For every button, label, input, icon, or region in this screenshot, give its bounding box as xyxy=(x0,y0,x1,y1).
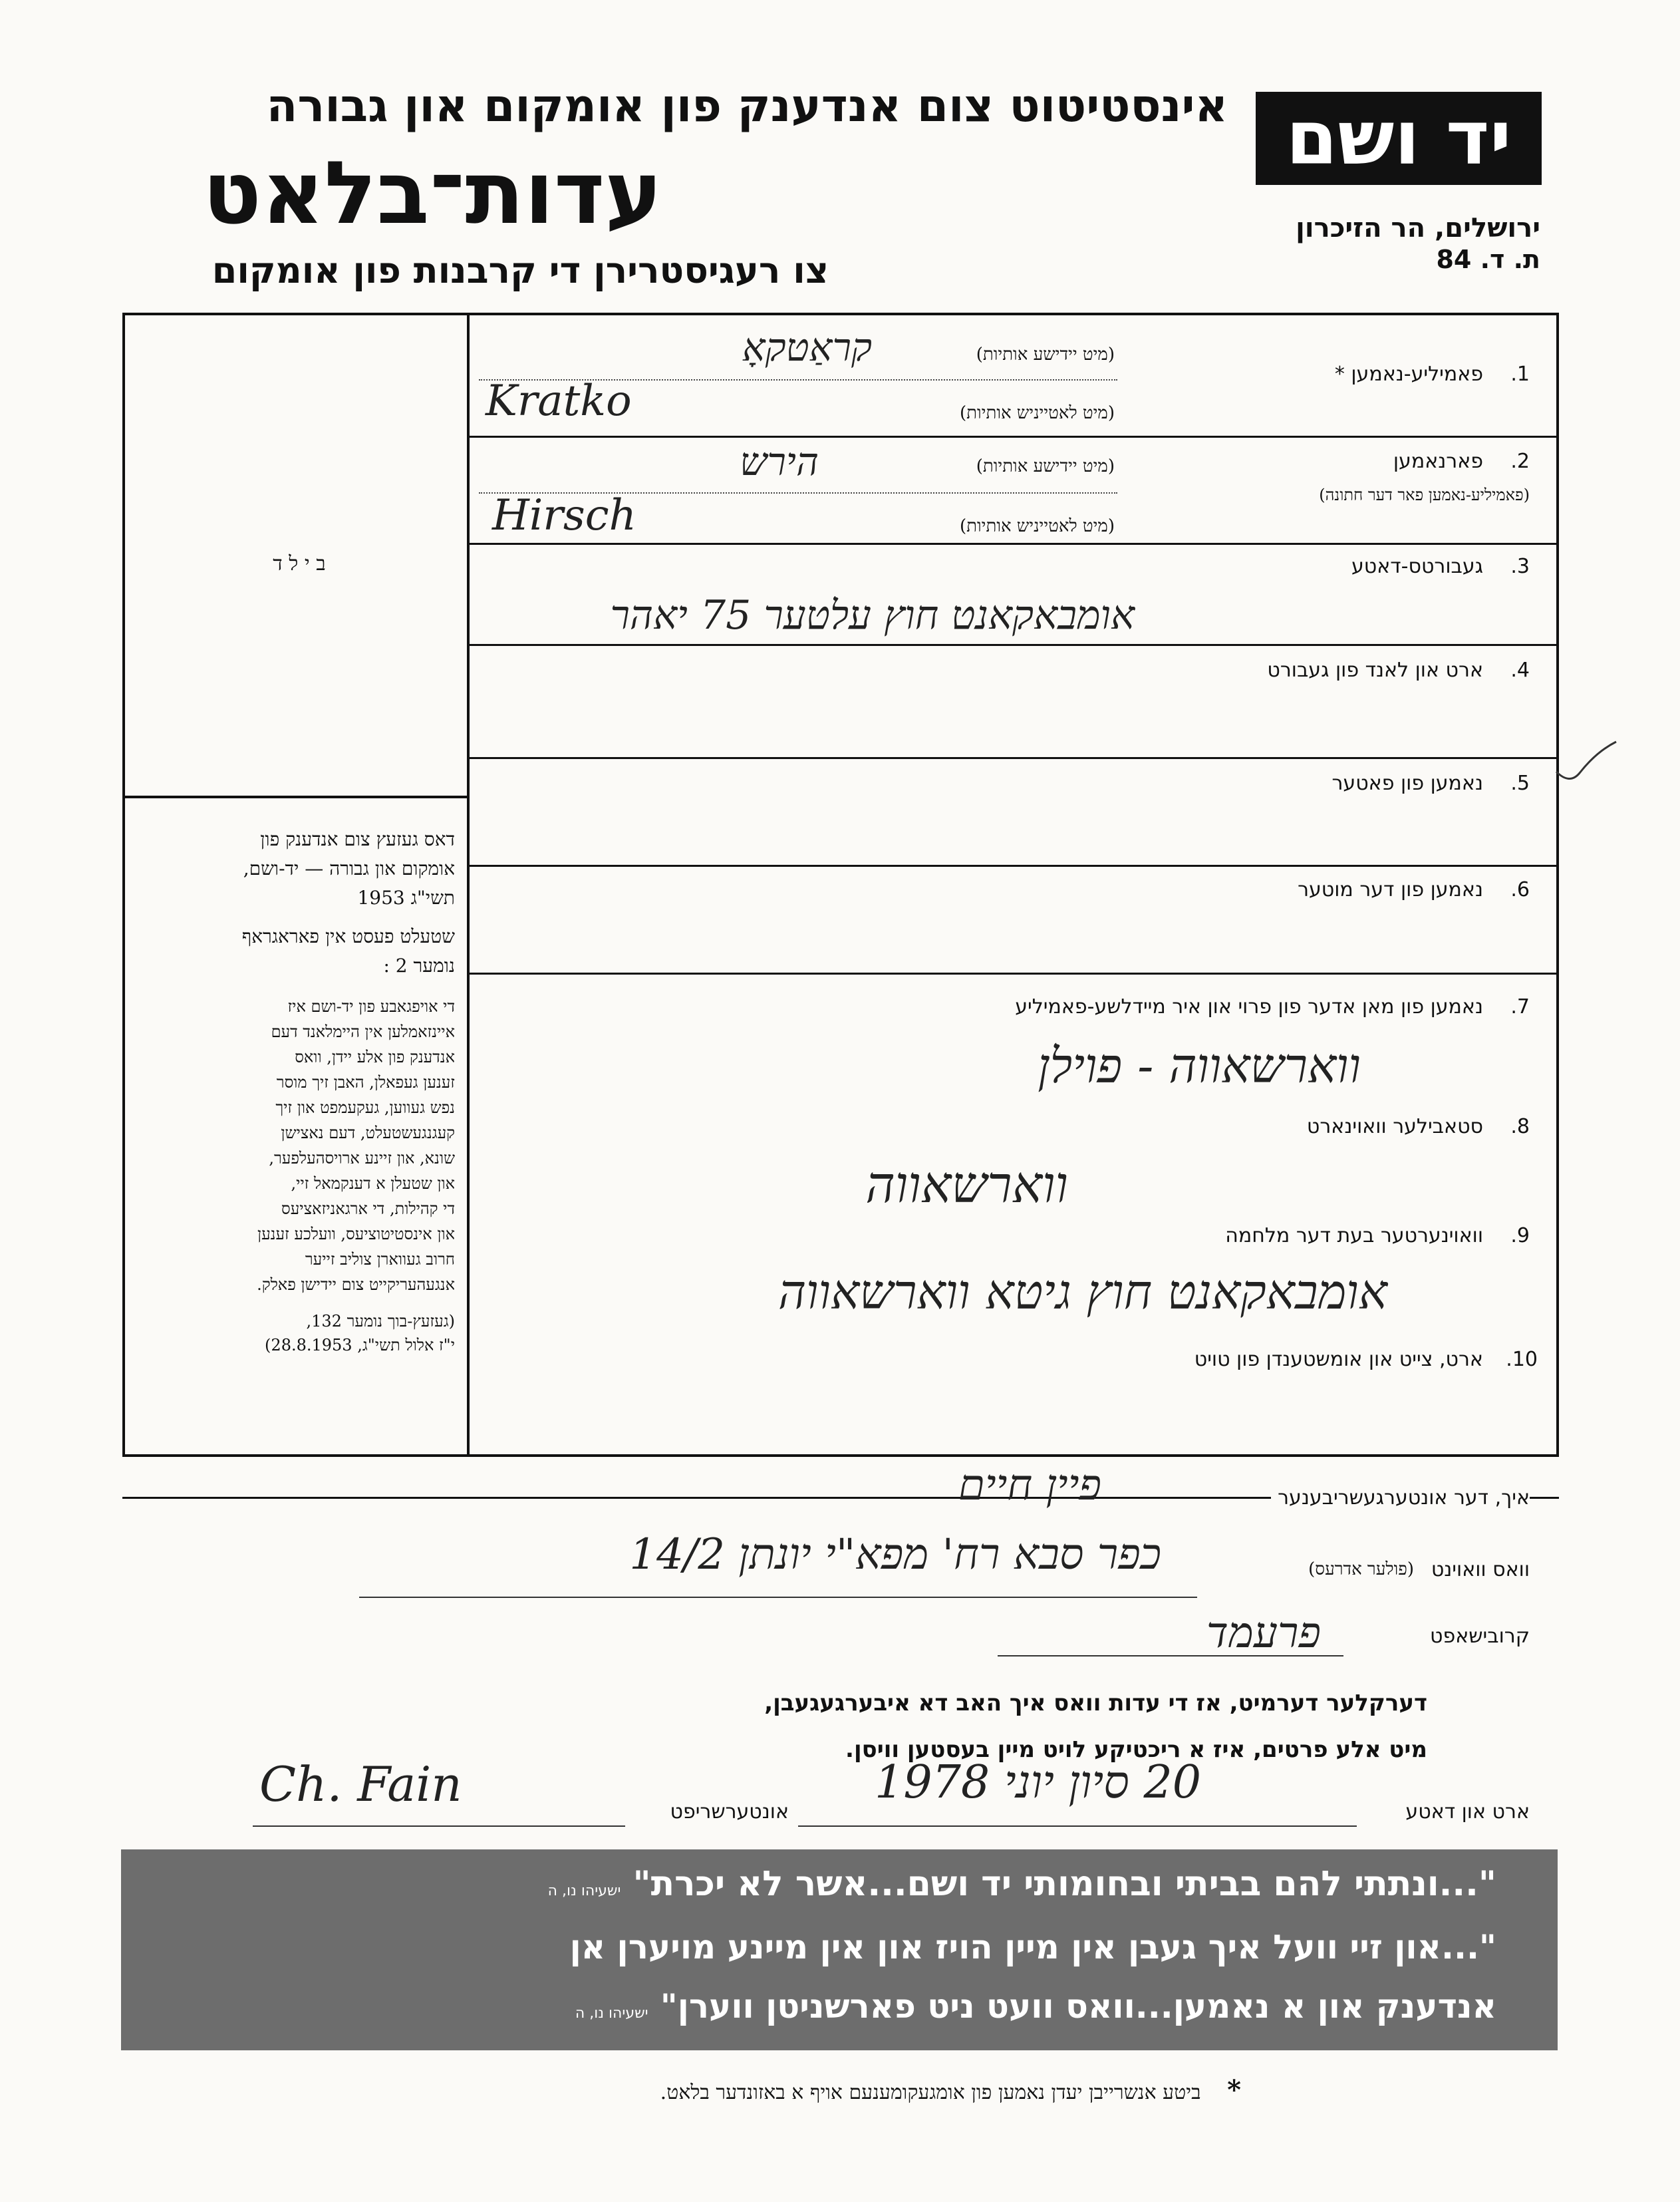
relation-value[interactable]: פרעמד xyxy=(1206,1609,1321,1658)
law-body-line: זענען געפאלן, האבן זיך מוסר xyxy=(276,1073,455,1092)
field-7-value[interactable]: ווארשאווה - פוילן xyxy=(1038,1038,1361,1094)
place-date-value[interactable]: 20 סיון יוני 1978 xyxy=(875,1756,1201,1809)
place-date-label: ארט און דאטע xyxy=(1405,1800,1530,1823)
law-notice-line-5: נומער 2 : xyxy=(383,955,455,977)
law-body-line: און שטעלן א דענקמאל זיי, xyxy=(291,1174,455,1193)
field-9-label: וואוינערטער בעת דער מלחמה xyxy=(1225,1224,1483,1247)
banner-quote-3: אנדענק און א נאמען...וואס וועט ניט פארשניטן ווערן" xyxy=(660,1987,1496,2026)
field-1-number: 1. xyxy=(1510,363,1530,386)
field-2-yiddish-note: (מיט יידישע אותיות) xyxy=(976,456,1115,476)
field-2-latin-note: (מיט לאטייניש אותיות) xyxy=(960,516,1115,536)
law-notice-line-1: דאס געזעץ צום אנדענק פון xyxy=(260,828,455,850)
law-body-line: אנדענק פון אלע יידן, וואס xyxy=(295,1048,455,1066)
field-9-value[interactable]: אומבאקאנט חוץ גיטא ווארשאווה xyxy=(777,1264,1387,1320)
undersigned-name[interactable]: פיין חיים xyxy=(958,1461,1101,1510)
banner-line-1 xyxy=(548,1864,1496,1904)
declaration-line-2: מיט אלע פרטים, איז א ריכטיקע לויט מיין בעסטען וויסן. xyxy=(845,1736,1427,1763)
relation-label: קרובישאפט xyxy=(1430,1625,1530,1648)
law-body-line: די אויפגאבע פון יד-ושם איז xyxy=(287,997,455,1016)
quote-banner xyxy=(121,1849,1558,2050)
field-6-number: 6. xyxy=(1510,878,1530,901)
law-body-line: שונא, און זיינע ארויסהעלפער, xyxy=(269,1149,455,1168)
signature-line xyxy=(253,1825,625,1827)
field-4-label: ארט און לאנד פון געבורט xyxy=(1267,659,1483,682)
field-1-latin-note: (מיט לאטייניש אותיות) xyxy=(960,403,1115,423)
undersigned-label: איך, דער אונטערגעשריבענער xyxy=(1271,1486,1530,1509)
law-body-line: און אינסטיטוציעס, וועלכע זענען xyxy=(257,1225,455,1243)
field-6-label: נאמען פון דער מוטער xyxy=(1298,878,1483,901)
field-1-label: פאמיליע-נאמען * xyxy=(1334,363,1483,386)
address-line-1: ירושלים, הר הזיכרון xyxy=(1296,213,1540,243)
photo-box-label: ב י ל ד xyxy=(273,552,326,575)
signature-value[interactable]: Ch. Fain xyxy=(259,1756,462,1812)
banner-ref-2: ישעיהו נו, ה xyxy=(575,2005,648,2022)
field-10-label: ארט, צייט און אומשטענדן פון טויט xyxy=(1194,1348,1483,1371)
field-2-yiddish-value[interactable]: הירש xyxy=(740,439,819,484)
field-9-number: 9. xyxy=(1510,1224,1530,1247)
page-subtitle: צו רעגיסטרירן די קרבנות פון אומקום xyxy=(211,249,829,291)
field-separator xyxy=(467,757,1559,759)
law-notice xyxy=(136,825,455,1357)
law-ref-2: י"ז אלול תשי"ג, 28.8.1953) xyxy=(265,1336,455,1354)
banner-quote-1: "...ונתתי להם בביתי ובחומותי יד ושם...אשר לא יכרת" xyxy=(632,1864,1496,1904)
field-2-number: 2. xyxy=(1510,450,1530,473)
banner-ref-1: ישעיהו נו, ה xyxy=(547,1883,621,1899)
signature-label: אונטערשריפט xyxy=(670,1800,789,1823)
field-5-number: 5. xyxy=(1510,772,1530,795)
address-line xyxy=(359,1597,1197,1598)
field-separator xyxy=(467,436,1559,438)
page-title: עדות־בלאט xyxy=(202,142,662,243)
law-body-line: אנגעהעריקייט צום יידישן פאלק. xyxy=(257,1275,455,1294)
field-2-latin-value[interactable]: Hirsch xyxy=(492,491,636,540)
yad-vashem-logo: יד ושם xyxy=(1256,92,1542,185)
declaration-line-1: דערקלער דערמיט, אז די עדות וואס איך האב דא איבערגעגעבן, xyxy=(764,1690,1427,1716)
field-3-number: 3. xyxy=(1510,555,1530,578)
field-8-number: 8. xyxy=(1510,1115,1530,1138)
field-1-yiddish-note: (מיט יידישע אותיות) xyxy=(976,345,1115,365)
law-notice-line-3: תשי"ג 1953 xyxy=(357,887,455,909)
law-body-line: קעגנגעשטעלט, דעם נאצישן xyxy=(281,1124,455,1142)
field-4-number: 4. xyxy=(1510,659,1530,682)
field-2-label-note: (פאמיליע-נאמען פאר דער חתונה) xyxy=(1319,486,1530,504)
field-separator xyxy=(467,543,1559,545)
address-value[interactable]: כפר סבא רח' מפא"י יונתן 14/2 xyxy=(629,1530,1161,1579)
field-separator xyxy=(467,973,1559,975)
field-7-label: נאמען פון מאן אדער פון פרוי און איר מיידלשע-פאמיליע xyxy=(1015,995,1483,1019)
law-body-line: חרוב געווארן צוליב זייער xyxy=(305,1250,455,1269)
institute-name: אינסטיטוט צום אנדענק פון אומקום און גבורה xyxy=(266,80,1228,132)
address-label: וואס וואוינט xyxy=(1431,1558,1530,1581)
field-8-value[interactable]: ווארשאווה xyxy=(865,1155,1068,1214)
field-separator xyxy=(467,644,1559,646)
field-7-number: 7. xyxy=(1510,995,1530,1019)
law-body-line: איינזאמלען אין היימלאנד דעם xyxy=(271,1022,455,1041)
field-3-label: געבורטס-דאטע xyxy=(1351,555,1483,578)
footnote-star: * xyxy=(1227,2074,1241,2106)
field-1-latin-value[interactable]: Kratko xyxy=(486,377,632,426)
law-body-line: די קהילות, די ארגאניזאציעס xyxy=(281,1199,455,1218)
field-1-yiddish-value[interactable]: קראַטקאָ xyxy=(742,325,872,370)
field-3-value[interactable]: אומבאקאנט חוץ עלטער 75 יאהר xyxy=(610,592,1135,639)
law-notice-line-4: שטעלט פעסט אין פאראגראף xyxy=(241,925,455,947)
field-5-label: נאמען פון פאטער xyxy=(1331,772,1483,795)
law-notice-line-2: אומקום און גבורה — יד-ושם, xyxy=(243,858,455,879)
field-10-number: 10. xyxy=(1506,1348,1538,1371)
address-line-2: ת. ד. 84 xyxy=(1436,245,1540,274)
law-ref-1: (געזעץ-בוך נומער 132, xyxy=(306,1312,455,1331)
footnote xyxy=(660,2074,1241,2106)
sidebar-divider xyxy=(467,313,470,1457)
banner-line-3 xyxy=(575,1986,1496,2026)
banner-line-2: "...און זיי וועל איך געבן אין מיין הויז און אין מיינע מויערן אן xyxy=(569,1928,1496,1966)
checkmark-icon xyxy=(1550,732,1623,792)
address-note: (פולער אדרעס) xyxy=(1308,1559,1414,1579)
field-8-label: סטאבילער וואוינארט xyxy=(1306,1115,1483,1138)
photo-box-border xyxy=(122,796,470,798)
law-body-line: נפש געווען, געקעמפט און זיך xyxy=(275,1098,455,1117)
field-separator xyxy=(467,865,1559,867)
place-date-line xyxy=(798,1825,1357,1827)
field-2-label: פארנאמען xyxy=(1393,450,1483,473)
footnote-text: ביטע אנשרייבן יעדן נאמען פון אומגעקומענעם אויף א באזונדער בלאט. xyxy=(660,2081,1201,2104)
